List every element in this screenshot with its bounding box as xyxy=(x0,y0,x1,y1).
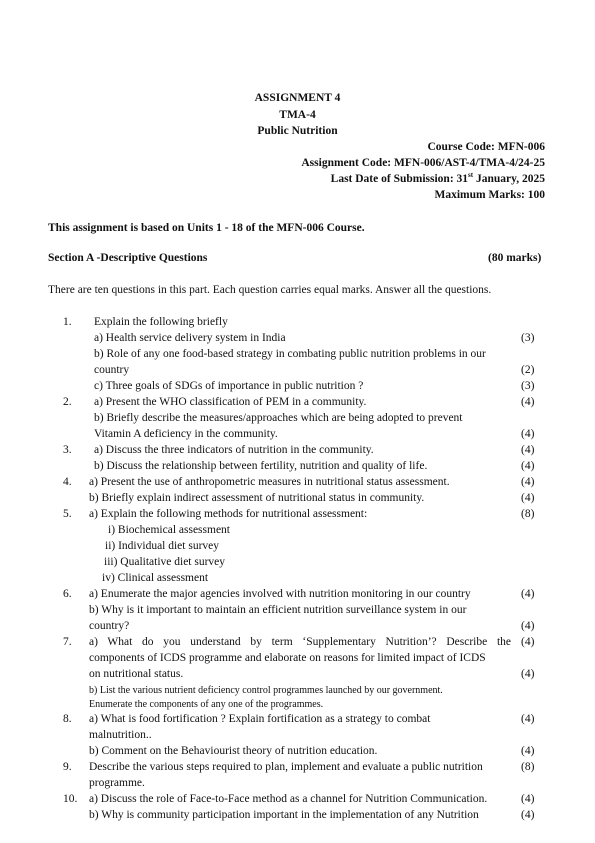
question-marks: (4) xyxy=(521,492,535,504)
question-number: 7. xyxy=(63,636,72,648)
question-marks: (4) xyxy=(521,793,535,805)
question-text: b) Comment on the Behaviourist theory of nutrition education. xyxy=(89,745,378,757)
question-text: b) Why is it important to maintain an efficient nutrition surveillance system in our xyxy=(89,604,467,616)
question-marks: (4) xyxy=(521,428,535,440)
question-text: a) Health service delivery system in India xyxy=(94,332,286,344)
assignment-title: ASSIGNMENT 4 xyxy=(254,92,341,104)
question-text: country xyxy=(94,364,130,376)
question-marks: (2) xyxy=(521,364,535,376)
tma-label: TMA-4 xyxy=(279,109,316,121)
question-text: Enumerate the components of any one of the programmes. xyxy=(89,699,324,710)
question-marks: (4) xyxy=(521,713,535,725)
question-marks: (8) xyxy=(521,761,535,773)
question-number: 4. xyxy=(63,476,72,488)
question-text: c) Three goals of SDGs of importance in public nutrition ? xyxy=(94,380,364,392)
question-subitem: iv) Clinical assessment xyxy=(102,572,209,584)
question-number: 5. xyxy=(63,508,72,520)
question-text: b) Discuss the relationship between fertility, nutrition and quality of life. xyxy=(94,460,428,472)
question-subitem: ii) Individual diet survey xyxy=(105,540,220,552)
question-text: a) Present the WHO classification of PEM in a community. xyxy=(94,396,367,408)
question-text: a) What do you understand by term ‘Supplementary Nutrition’? Describe the xyxy=(89,636,511,648)
question-number: 3. xyxy=(63,444,72,456)
question-text: a) Discuss the three indicators of nutrition in the community. xyxy=(94,444,374,456)
max-marks: Maximum Marks: 100 xyxy=(434,189,545,201)
question-number: 1. xyxy=(63,316,72,328)
question-marks: (4) xyxy=(521,444,535,456)
question-number: 2. xyxy=(63,396,72,408)
question-marks: (4) xyxy=(521,636,535,648)
assignment-code: Assignment Code: MFN-006/AST-4/TMA-4/24-25 xyxy=(301,157,545,169)
section-instructions: There are ten questions in this part. Each question carries equal marks. Answer all the questions. xyxy=(48,284,492,296)
question-marks: (4) xyxy=(521,476,535,488)
question-text: a) Explain the following methods for nutritional assessment: xyxy=(89,508,368,520)
question-subitem: iii) Qualitative diet survey xyxy=(104,556,226,568)
question-text: a) Discuss the role of Face-to-Face method as a channel for Nutrition Communication. xyxy=(89,793,488,805)
question-marks: (4) xyxy=(521,668,535,680)
question-text: programme. xyxy=(89,777,145,789)
question-number: 10. xyxy=(63,793,78,805)
question-text: b) List the various nutrient deficiency control programmes launched by our government. xyxy=(89,685,443,696)
section-marks: (80 marks) xyxy=(488,252,542,264)
question-marks: (4) xyxy=(521,588,535,600)
question-number: 8. xyxy=(63,713,72,725)
question-marks: (3) xyxy=(521,332,535,344)
question-text: a) Present the use of anthropometric measures in nutritional status assessment. xyxy=(89,476,450,488)
question-text: b) Briefly explain indirect assessment of nutritional status in community. xyxy=(89,492,425,504)
question-marks: (3) xyxy=(521,380,535,392)
question-number: 9. xyxy=(63,761,72,773)
question-text: country? xyxy=(89,620,130,632)
question-text: b) Briefly describe the measures/approaches which are being adopted to prevent xyxy=(94,412,463,424)
question-number: 6. xyxy=(63,588,72,600)
question-text: b) Role of any one food-based strategy in combating public nutrition problems in our xyxy=(94,348,486,360)
question-marks: (4) xyxy=(521,396,535,408)
course-title: Public Nutrition xyxy=(257,125,338,137)
course-code: Course Code: MFN-006 xyxy=(427,141,545,153)
question-text: a) What is food fortification ? Explain fortification as a strategy to combat xyxy=(89,713,431,725)
question-text: malnutrition.. xyxy=(89,729,152,741)
question-marks: (8) xyxy=(521,508,535,520)
question-marks: (4) xyxy=(521,460,535,472)
question-marks: (4) xyxy=(521,809,535,821)
question-text: a) Enumerate the major agencies involved with nutrition monitoring in our country xyxy=(89,588,471,600)
question-marks: (4) xyxy=(521,745,535,757)
question-text: Explain the following briefly xyxy=(94,316,228,328)
question-marks: (4) xyxy=(521,620,535,632)
intro-text: This assignment is based on Units 1 - 18 of the MFN-006 Course. xyxy=(48,222,365,234)
question-text: Vitamin A deficiency in the community. xyxy=(94,428,278,440)
question-text: b) Why is community participation important in the implementation of any Nutrition xyxy=(89,809,479,821)
question-text: Describe the various steps required to plan, implement and evaluate a public nutrition xyxy=(89,761,483,773)
section-title: Section A -Descriptive Questions xyxy=(48,252,208,264)
question-text: components of ICDS programme and elaborate on reasons for limited impact of ICDS xyxy=(89,652,486,664)
last-date: Last Date of Submission: 31st January, 2025 xyxy=(330,171,545,185)
question-text: on nutritional status. xyxy=(89,668,184,680)
question-subitem: i) Biochemical assessment xyxy=(108,524,230,536)
